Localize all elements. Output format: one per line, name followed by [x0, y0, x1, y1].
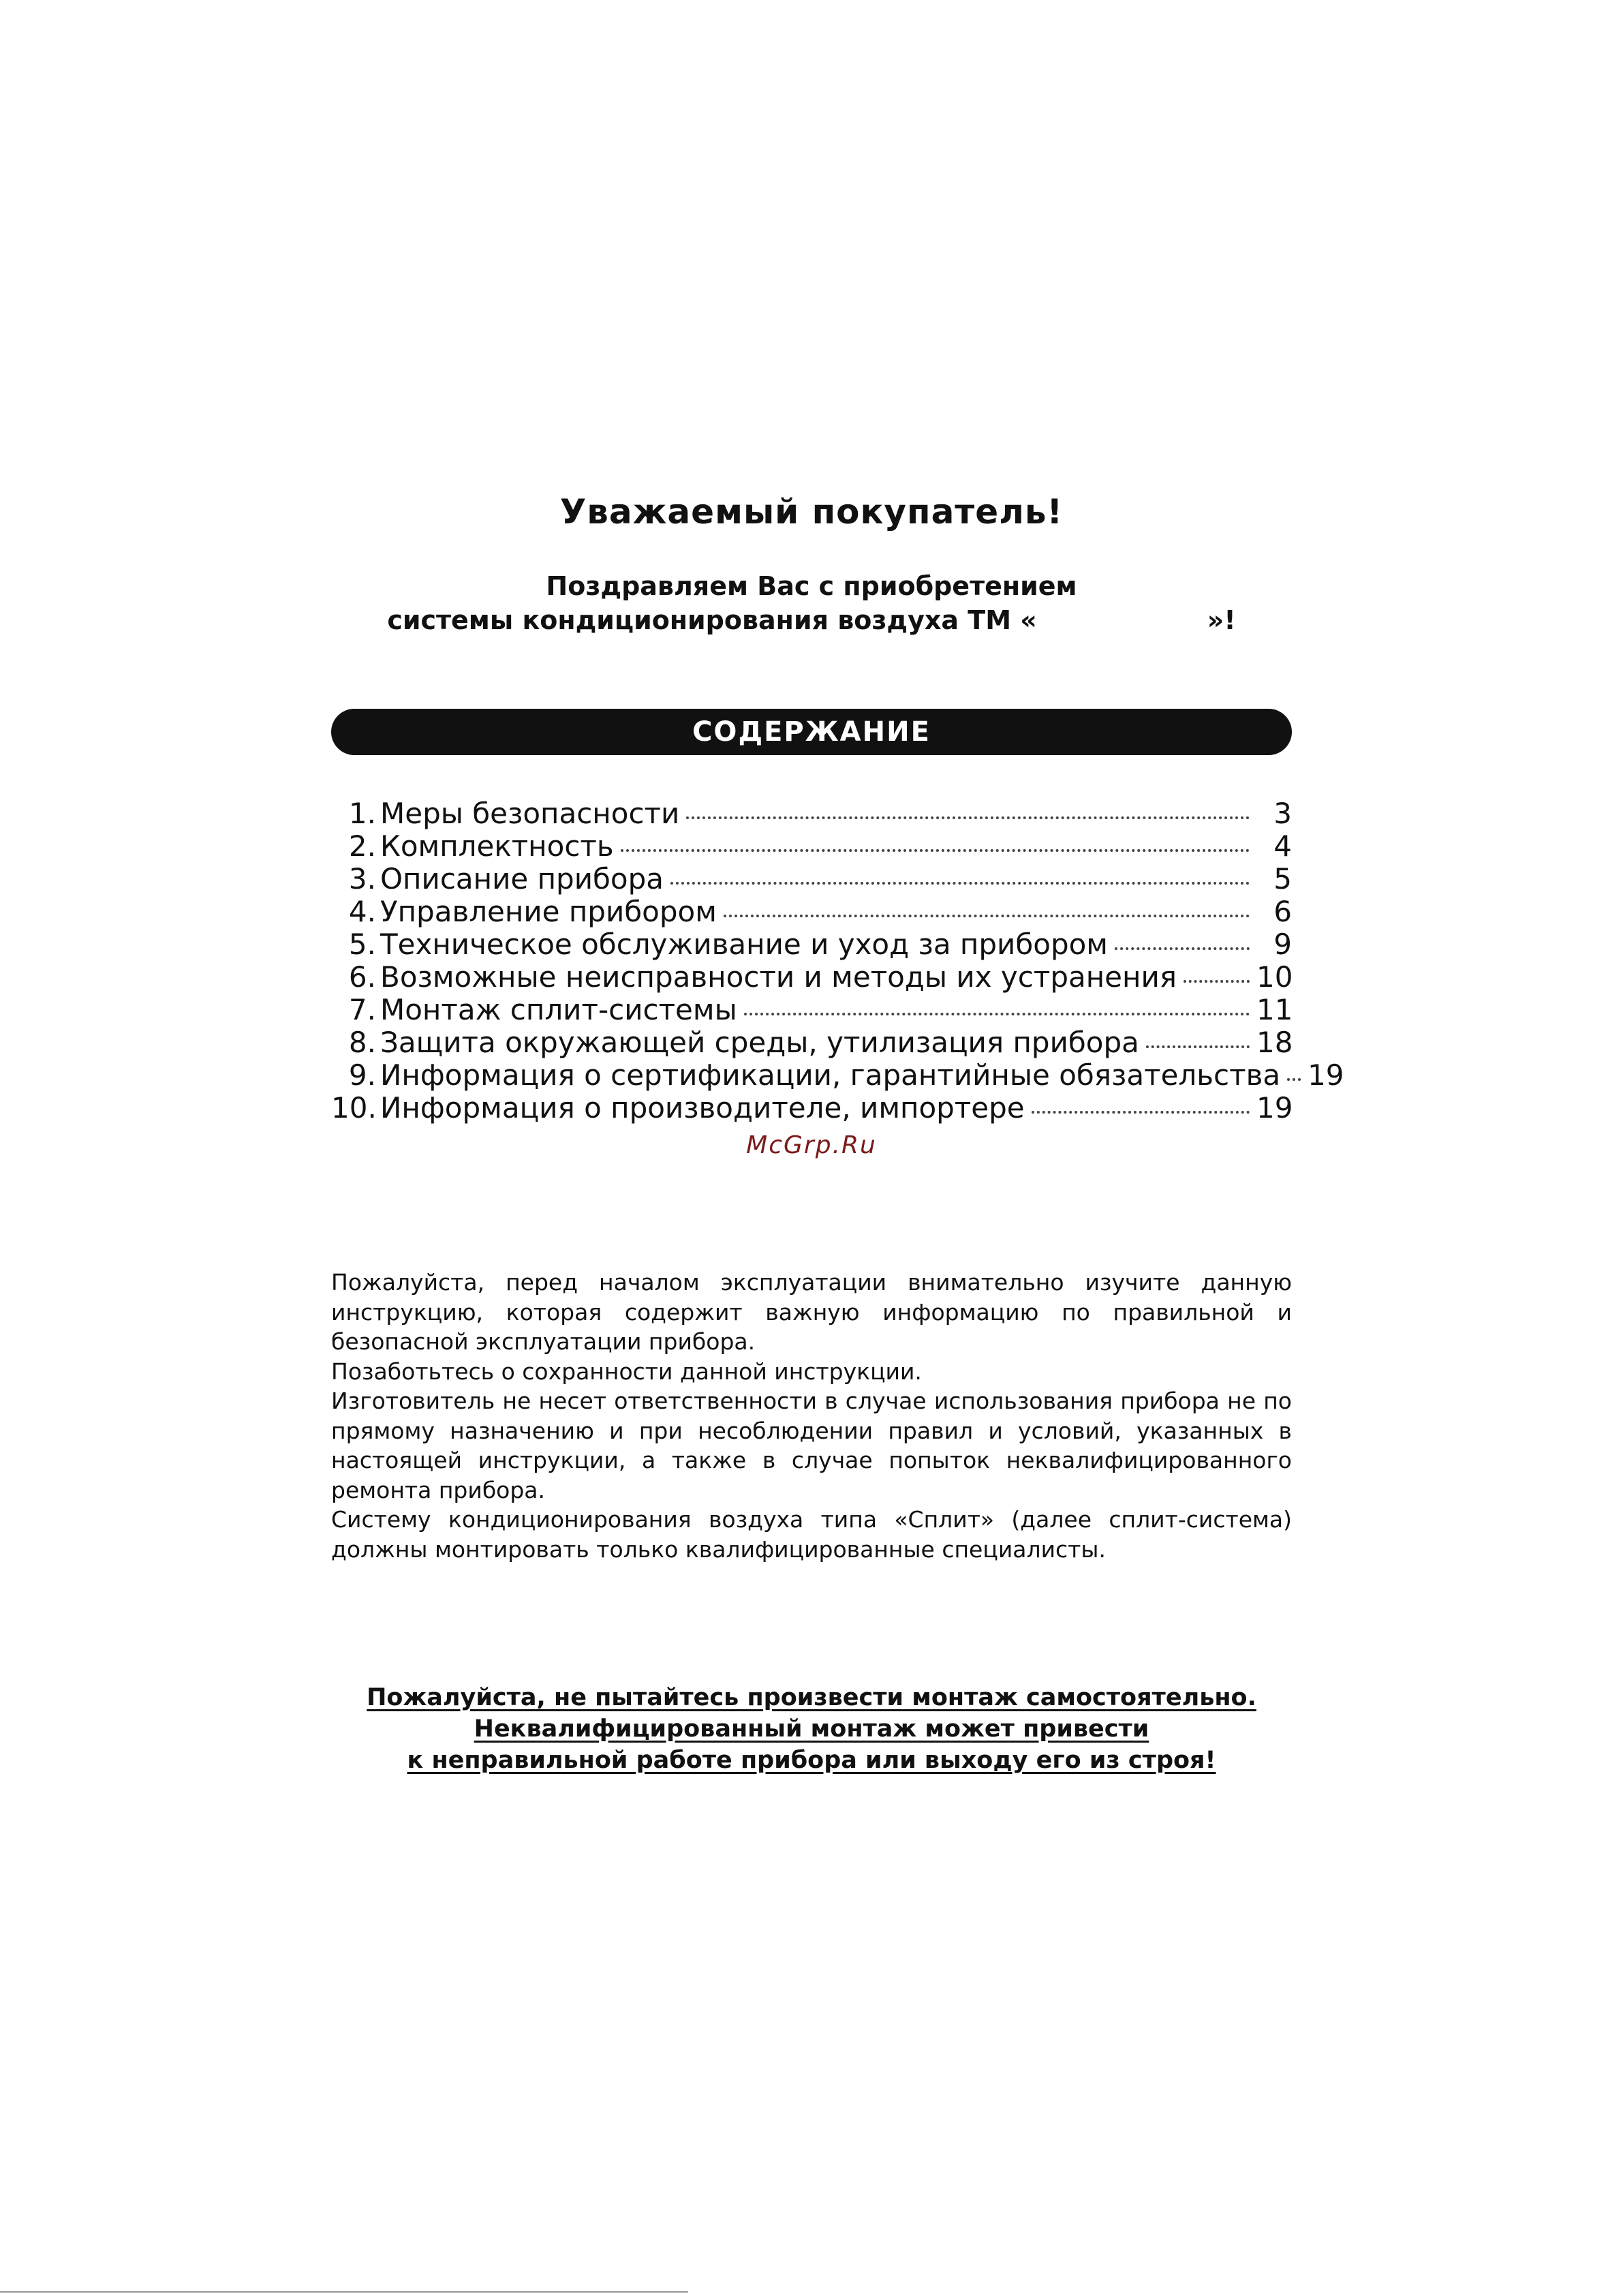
warning-line-2: Неквалифицированный монтаж может привести	[474, 1715, 1149, 1743]
notice-paragraph-4: Систему кондиционирования воздуха типа «Сплит» (далее сплит-система) должны монтировать только квалифицированные специалисты.	[331, 1506, 1292, 1563]
toc-item-title: Меры безопасности	[380, 797, 680, 830]
toc-item-page: 6	[1273, 895, 1292, 928]
toc-header: СОДЕРЖАНИЕ	[331, 709, 1292, 755]
toc-item-title: Защита окружающей среды, утилизация прибора	[380, 1026, 1139, 1059]
toc-item	[331, 830, 1292, 863]
toc-item-leader	[744, 1013, 1250, 1015]
toc-item-number: 1.	[348, 797, 376, 830]
toc-item-leader	[1032, 1111, 1250, 1114]
toc-item	[331, 863, 1292, 896]
congrats-line-1: Поздравляем Вас с приобретением	[546, 571, 1077, 601]
toc-item-number: 4.	[348, 895, 376, 928]
toc-item-title: Информация о производителе, импортере	[380, 1091, 1025, 1124]
toc-item-title: Техническое обслуживание и уход за прибором	[380, 928, 1108, 961]
notice-paragraph-2: Позаботьтесь о сохранности данной инструкции.	[331, 1358, 922, 1385]
toc-item-leader	[621, 849, 1250, 852]
warning-line-3: к неправильной работе прибора или выходу его из строя!	[407, 1747, 1216, 1774]
toc-item-page: 3	[1273, 797, 1292, 830]
notice-paragraph-3: Изготовитель не несет ответственности в случае использования прибора не по прямому назначению и при несоблюдении правил и условий, указанных в настоящей инструкции, а также в случае попыток неквалифицированного ремонта прибора.	[331, 1388, 1292, 1503]
toc-item-page: 5	[1273, 862, 1292, 896]
notice-text	[331, 1268, 1292, 1564]
toc-item-number: 3.	[348, 862, 376, 896]
toc-item	[331, 928, 1292, 961]
toc-item-number: 5.	[348, 928, 376, 961]
toc-item-leader	[1287, 1078, 1301, 1081]
toc-item-number: 2.	[348, 829, 376, 863]
toc-item-page: 4	[1273, 829, 1292, 863]
toc-item-page: 10	[1256, 960, 1293, 994]
toc-item-leader	[686, 816, 1250, 819]
installation-warning	[0, 1682, 1623, 1776]
toc-item-title: Информация о сертификации, гарантийные обязательства	[380, 1058, 1281, 1092]
toc-item-page: 18	[1256, 1026, 1293, 1059]
watermark: McGrp.Ru	[746, 1131, 877, 1159]
toc-item-number: 6.	[348, 960, 376, 994]
toc-item-page: 19	[1256, 1091, 1293, 1124]
congrats-prefix: системы кондиционирования воздуха ТМ «	[387, 605, 1037, 635]
footer-rule	[0, 2291, 688, 2293]
toc-item-leader	[1146, 1045, 1250, 1048]
toc-item-page: 11	[1256, 993, 1293, 1026]
notice-paragraph-1: Пожалуйста, перед началом эксплуатации внимательно изучите данную инструкцию, которая содержит важную информацию по правильной и безопасной эксплуатации прибора.	[331, 1269, 1292, 1355]
greeting-title: Уважаемый покупатель!	[559, 492, 1064, 532]
congrats-line-2	[0, 605, 1623, 635]
toc-item-number: 10.	[331, 1091, 377, 1124]
toc-item-leader	[1115, 947, 1250, 950]
toc-item	[331, 896, 1292, 928]
toc-item-title: Описание прибора	[380, 862, 664, 896]
toc-item-title: Управление прибором	[380, 895, 717, 928]
toc-item-page: 9	[1273, 928, 1292, 961]
toc-item-number: 9.	[348, 1058, 376, 1092]
toc-item	[331, 797, 1292, 830]
toc-item-number: 8.	[348, 1026, 376, 1059]
warning-line-1: Пожалуйста, не пытайтесь произвести монтаж самостоятельно.	[367, 1684, 1256, 1711]
toc-item	[331, 994, 1292, 1026]
toc-item	[331, 961, 1292, 994]
toc-item	[331, 1092, 1292, 1124]
toc-item-title: Монтаж сплит-системы	[380, 993, 737, 1026]
congrats-suffix: »!	[1207, 605, 1236, 635]
toc-item-leader	[1184, 980, 1250, 983]
toc-item	[331, 1058, 1344, 1092]
toc-item-page: 19	[1308, 1058, 1344, 1092]
toc-item-title: Комплектность	[380, 829, 614, 863]
toc-item-number: 7.	[348, 993, 376, 1026]
toc-item	[331, 1026, 1292, 1059]
toc-item-leader	[670, 882, 1250, 885]
table-of-contents	[331, 797, 1344, 1124]
toc-item-leader	[724, 915, 1250, 917]
toc-item-title: Возможные неисправности и методы их устранения	[380, 960, 1177, 994]
